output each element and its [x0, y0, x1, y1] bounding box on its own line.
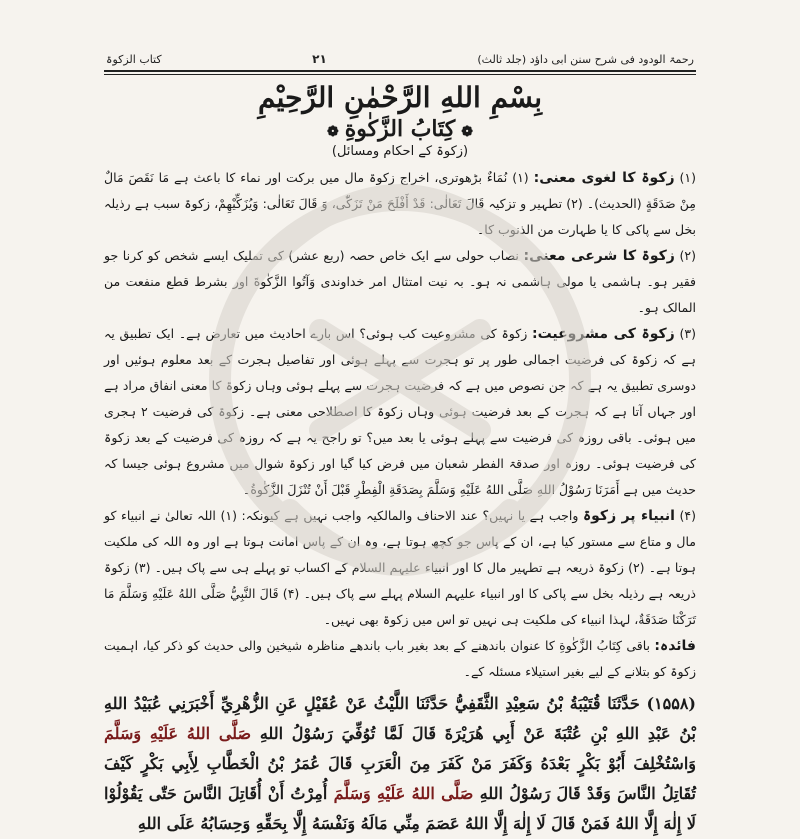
book-title	[104, 116, 696, 142]
section-number: (۴)	[679, 508, 696, 523]
section-heading: زکوۃ کا لغوی معنی:	[533, 170, 675, 186]
benefit-note	[104, 633, 696, 685]
hadith-part-1: حَدَّثَنَا قُتَيْبَةُ بْنُ سَعِيْدِ الثَّقَفِيُّ حَدَّثَنَا اللَّيْثُ عَنْ عُقَيْلٍ عَنِ الزُّهْرِيِّ أَخْبَرَنِي عُبَيْدُ اللهِ بْنُ عَبْدِ اللهِ بْنِ عُتْبَةَ عَنْ أَبِي هُرَيْرَةَ قَالَ لَمَّا تُوُفِّيَ رَسُوْلُ اللهِ	[104, 694, 697, 743]
header-rule	[104, 70, 696, 75]
running-header	[104, 52, 696, 70]
section-text: (۱) نُمَاءٌ بڑھوتری، اخراج زکوۃ مال میں برکت اور نماء کا باعث ہے مَا نَقَصَ مَالٌ مِنْ صَدَقَةٍ (الحدیث)۔ (۲) تطہیر و تزکیہ قَالَ تَعَالٰی: قَدْ أَفْلَحَ مَنْ تَزَكّٰى، وَ قَالَ تَعَالٰی: وَيُزَكِّيْهِمْ، زکوۃ سبب ہے رذیلہ بخل سے پاکی کا یا طہارت من الذنوب کا۔	[104, 170, 696, 237]
section-heading: زکوۃ کی مشروعیت:	[531, 326, 675, 342]
section-legal-meaning	[104, 243, 696, 321]
bismillah: بِسْمِ اللهِ الرَّحْمٰنِ الرَّحِيْمِ	[258, 81, 542, 114]
header-chapter-title: کتاب الزکوۃ	[106, 52, 162, 66]
section-text: واجب ہے یا نہیں؟ عند الاحناف والمالکیہ واجب نہیں ہے کیونکہ: (۱) اللہ تعالیٰ نے انبیاء کو مال و متاع سے مستور کیا ہے، ان کے پاس جو کچھ ہوتا ہے، وہ ان کے پاس امانت ہوتا ہے اور وہ اللہ کی ملکیت ہوتا ہے۔ (۲) زکوۃ ذریعہ ہے تطہیر مال کا اور انبیاء علیہم السلام کے اکساب تو پہلے ہی سے پاک ہیں۔ (۳) زکوۃ ذریعہ ہے رذیلہ بخل سے پاکی کا اور انبیاء علیہم السلام پہلے سے پاک ہیں۔ (۴) قَالَ النَّبِيُّ صَلَّى اللهُ عَلَيْهِ وَسَلَّمَ مَا تَرَكْنَا صَدَقَةٌ، لہذا انبیاء کی ملکیت ہی نہیں تو اس میں زکوۃ بھی نہیں۔	[104, 508, 697, 627]
section-text: نصاب حولی سے ایک خاص حصہ (ربع عشر) کی تملیک ایسے شخص کو کرنا جو فقیر ہو۔ ہاشمی یا مولی ہاشمی نہ ہو۔ بہ نیت امتثال امر خداوندی وَآتُوا الزَّكٰوةَ اور بشرط قطع منفعت من المالک ہو۔	[104, 248, 696, 315]
section-number: (۳)	[679, 326, 696, 341]
section-number: (۲)	[679, 248, 696, 263]
section-number: (۱)	[679, 170, 696, 185]
salutation: صَلَّى اللهُ عَلَيْهِ وَسَلَّمَ	[333, 784, 474, 803]
page-number: ۲۱	[312, 52, 327, 66]
hadith-number: (۱۵۵۸)	[646, 694, 696, 713]
hadith-part-3: أُمِرْتُ أَنْ أُقَاتِلَ النَّاسَ حَتّٰى يَقُوْلُوْا لَا إِلٰهَ إِلَّا اللهُ فَمَنْ قَالَ لَا إِلٰهَ إِلَّا اللهُ عَصَمَ مِنِّي مَالَهُ وَنَفْسَهُ إِلَّا بِحَقِّهِ وَحِسَابُهُ عَلَى اللهِ	[104, 784, 696, 833]
section-legitimacy	[104, 321, 696, 503]
ornament-icon: ❁	[461, 124, 473, 140]
section-text: زکوۃ کی مشروعیت کب ہوئی؟ اس بارے احادیث میں تعارض ہے۔ ایک تطبیق یہ ہے کہ زکوۃ کی فرضیت اجمالی طور پر تو ہجرت سے پہلے ہوئی اور تفاصیل ہجرت کے بعد معلوم ہوئیں اور دوسری تطبیق یہ ہے کہ جن نصوص میں ہے کہ فرضیت ہجرت سے پہلے ہوئی وہاں زکوۃ کا معنی انفاق مراد ہے اور جہاں آتا ہے کہ ہجرت کے بعد فرضیت ہوئی وہاں زکوۃ کا اصطلاحی معنی ہے۔ زکوۃ کی فرضیت ۲ ہجری میں ہوئی۔ باقی روزہ کی فرضیت سے پہلے ہوئی یا بعد میں؟ تو راجح یہ ہے کہ روزہ کی فرضیت کے بعد زکوۃ کی فرضیت ہوئی۔ روزہ اور صدقۃ الفطر شعبان میں فرض کیا گیا اور زکوۃ شوال میں مشروع ہوئی جیسا کہ حدیث میں ہے أَمَرَنَا رَسُوْلُ اللهِ صَلَّى اللهُ عَلَيْهِ وَسَلَّمَ بِصَدَقَةِ الْفِطْرِ قَبْلَ أَنْ تُنْزَلَ الزَّكٰوةُ۔	[104, 326, 696, 497]
note-label: فائدہ:	[654, 638, 696, 654]
salutation: صَلَّى اللهُ عَلَيْهِ وَسَلَّمَ	[104, 724, 252, 743]
header-book-title: رحمۃ الودود فی شرح سنن ابی داؤد (جلد ثالث)	[477, 52, 694, 66]
hadith-text	[104, 689, 696, 839]
section-heading: انبیاء پر زکوۃ	[582, 508, 675, 524]
hadith-part-2: وَاسْتُخْلِفَ أَبُوْ بَكْرٍ بَعْدَهُ وَكَفَرَ مَنْ كَفَرَ مِنَ الْعَرَبِ قَالَ عُمَرُ بْنُ الْخَطَّابِ لِأَبِي بَكْرٍ كَيْفَ تُقَاتِلُ النَّاسَ وَقَدْ قَالَ رَسُوْلُ اللهِ	[104, 754, 697, 803]
section-linguistic-meaning	[104, 165, 696, 243]
ornament-icon: ❁	[327, 124, 339, 140]
book-subtitle: (زکوۃ کے احکام ومسائل)	[331, 144, 469, 159]
note-text: باقی كِتَابُ الزَّكٰوةِ کا عنوان باندھنے کے بعد بغیر باب باندھے مناظرہ شیخین والی حدیث کو ذکر کیا، اہمیت زکوۃ کو بتلانے کے لیے بغیر استیلاء مسئلہ کے۔	[104, 638, 696, 679]
section-prophets-zakat	[104, 503, 696, 633]
section-heading: زکوۃ کا شرعی معنی:	[523, 248, 675, 264]
book-title-text: كِتَابُ الزَّكٰوةِ	[344, 116, 456, 142]
